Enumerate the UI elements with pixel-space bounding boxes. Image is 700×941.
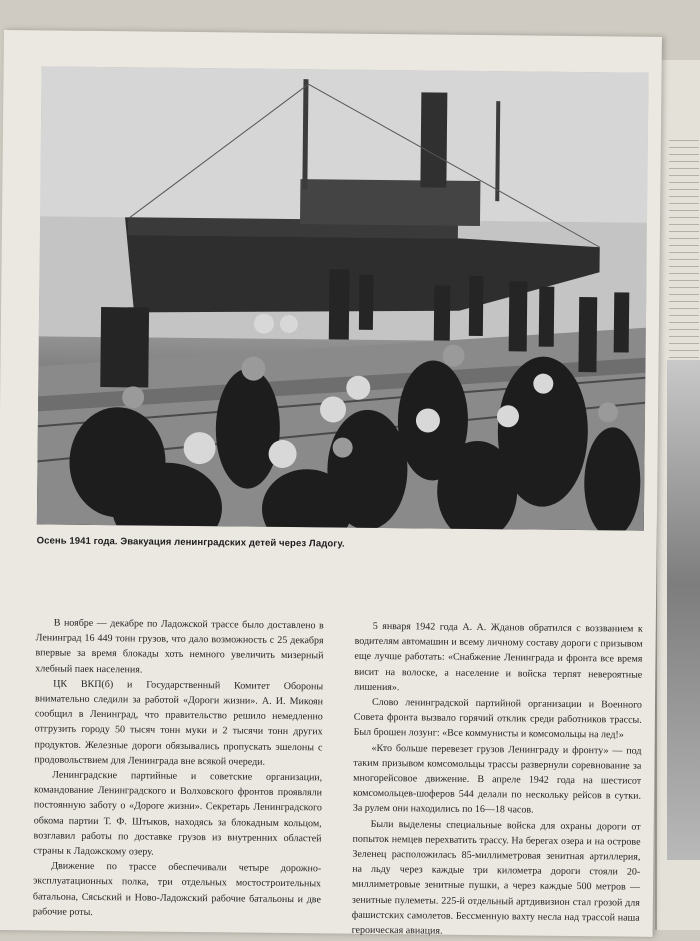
photo-caption: Осень 1941 года. Эвакуация ленинградских детей через Ладогу. (36, 535, 345, 550)
evacuation-photo (37, 66, 649, 530)
adjacent-page-photo (667, 360, 700, 860)
adjacent-page-edge (655, 60, 700, 930)
paragraph: Были выделены специальные войска для охраны дороги от попыток немцев перехватить трассу. На берегах озера и на острове Зеленец расположилась 85-миллиметровая зенитная артиллерия, на льду через каждые три километра дороги стояли 20-миллиметровые зенитные пушки, а через каждые 500 метров — зенитные пулеметы. 225-й отдельный артдивизион стал грозой для фашистских самолетов. Бессменную вахту несла над трассой наша героическая авиация. (351, 818, 641, 937)
paragraph: Слово ленинградской партийной организации и Военного Совета фронта вызвало горячий отклик среди работников трассы. Был брошен лозунг: «Все коммунисты и комсомольцы на лед!» (353, 696, 643, 741)
paragraph: Ленинградские партийные и советские организации, командование Ленинградского и Волховского фронтов проявляли постоянную заботу о «Дороге жизни». Секретарь Ленинградского обкома партии Т. Ф. Штыков, находясь за блокадным кольцом, возглавил работы по доставке грузов из внутренних областей страны к Ладожскому озеру. (33, 769, 323, 858)
paragraph: «Кто больше перевезет грузов Ленинграду и фронту» — под таким призывом комсомольцы трассы развернули соревнование за многорейсовое движение. В апреле 1942 года на шестисот комсомольцев-шоферов 544 делали по нескольку рейсов в сутки. За рулем они находились по 16—18 часов. (352, 742, 642, 817)
paragraph: ЦК ВКП(б) и Государственный Комитет Обороны внимательно следили за работой «Дороги жизни». А. И. Микоян сообщил в Ленинград, что правительство решило немедленно отгрузить городу 50 тысяч тонн муки и 2 тысячи тонн других продуктов. Железные дороги обязывались пропускать эшелоны с продовольствием для Ленинграда вне всякой очереди. (34, 678, 324, 768)
paragraph: Движение по трассе обеспечивали четыре дорожно-эксплуатационных полка, три отдельных мостостроительных батальона, Сясьский и Ново-Ладожский рабочие батальоны и две рабочие роты. (32, 860, 322, 918)
paragraph: В ноябре — декабре по Ладожской трассе было доставлено в Ленинград 16 449 тонн грузов, что дало возможность с 25 декабря впервые за время блокады хоть немного увеличить мизерный хлебный паек населения. (35, 617, 324, 676)
paragraph: 5 января 1942 года А. А. Жданов обратился с воззванием к водителям автомашин и всему личному составу дороги с призывом еще лучше работать: «Снабжение Ленинграда и фронта все время висит на волоске, а население и войска терпят невероятные лишения». (354, 620, 643, 693)
text-column-right (352, 619, 643, 941)
text-column-left (33, 615, 324, 922)
book-page (0, 30, 662, 937)
adjacent-page-text (669, 140, 699, 370)
